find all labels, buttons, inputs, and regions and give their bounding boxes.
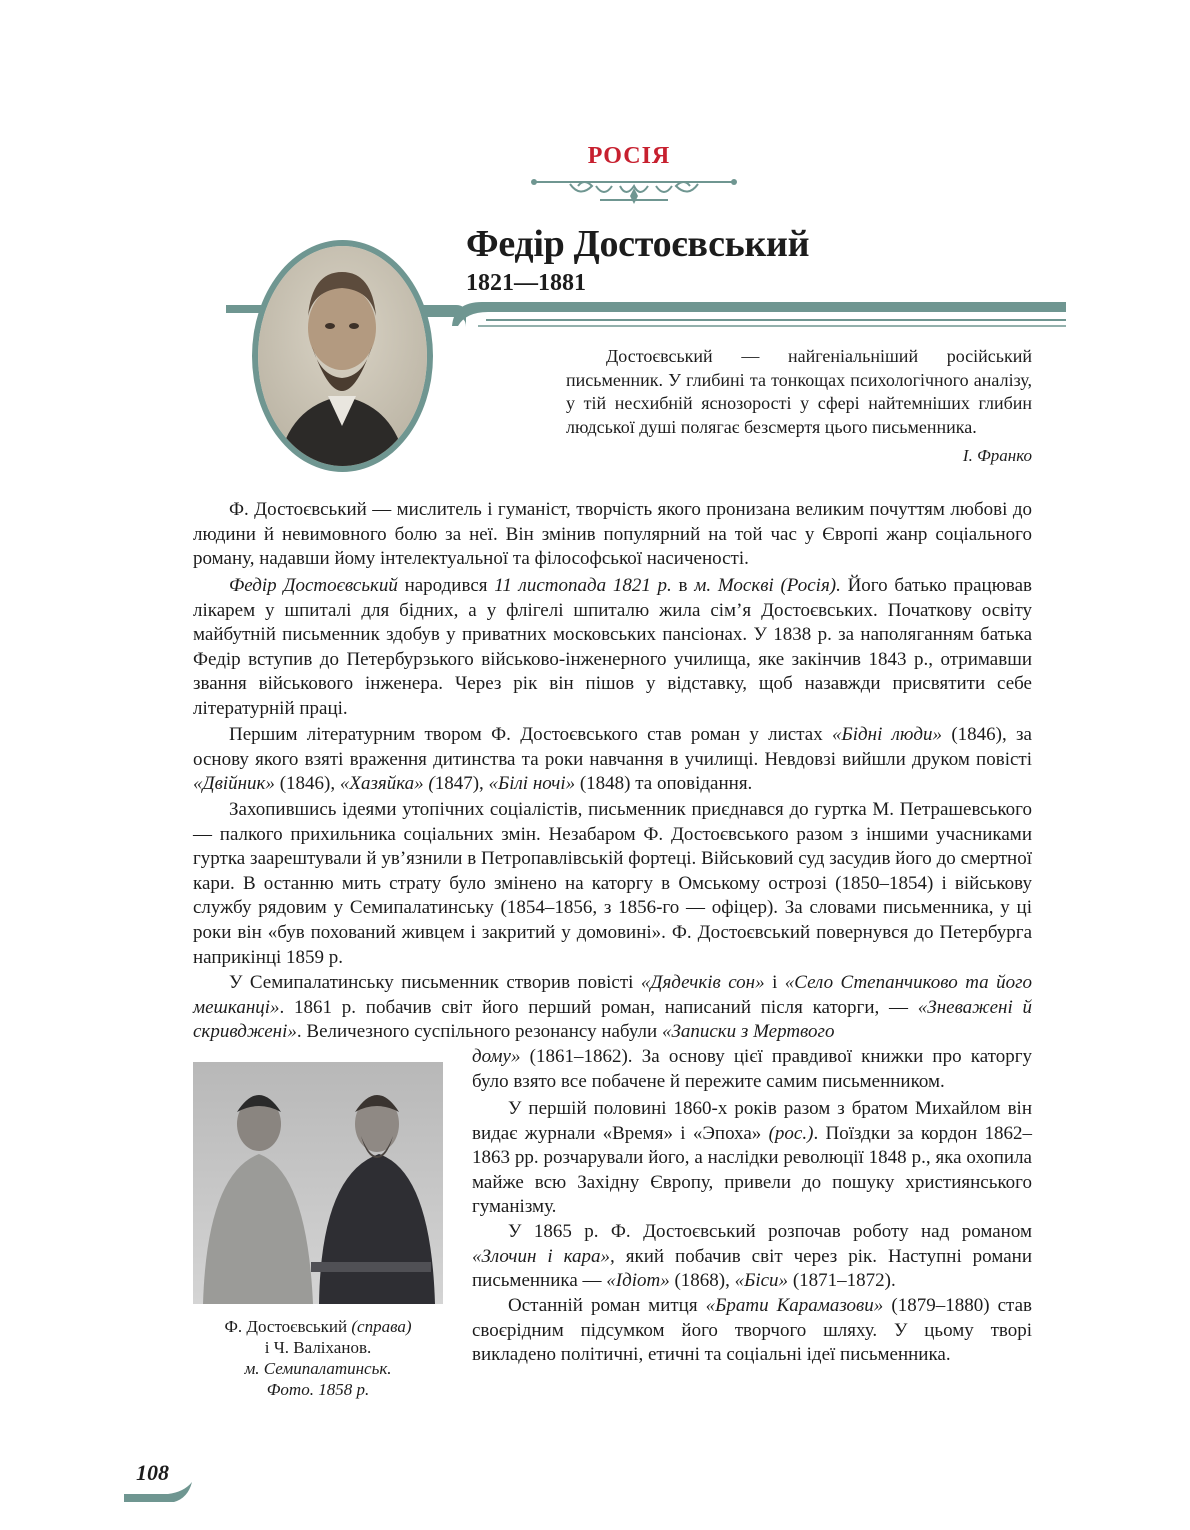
epigraph-author: І. Франко bbox=[962, 446, 1032, 465]
emphasis-date: 11 листопада 1821 р. bbox=[494, 575, 672, 596]
decorative-ornament bbox=[530, 174, 738, 208]
text-span: Останній роман митця bbox=[508, 1295, 706, 1316]
work-title: «Бідні люди» bbox=[832, 724, 942, 745]
work-title: «Білі ночі» bbox=[488, 773, 576, 795]
emphasis-language: (рос.) bbox=[768, 1122, 814, 1144]
text-span: який побачив світ через рік. Наступні романи письменника — bbox=[472, 1245, 1032, 1292]
work-title: «Село Степанчиково та його мешканці» bbox=[193, 972, 1033, 1018]
text-span: (1848) та оповідання. bbox=[575, 773, 753, 795]
emphasis-place: м. Москві (Росія). bbox=[694, 575, 841, 596]
work-title: «Дядечків сон» bbox=[640, 972, 765, 993]
text-span: 1847), bbox=[434, 773, 489, 795]
text-span: (1868), bbox=[669, 1270, 735, 1292]
text-span: Його батько працював лікарем у шпиталі для бідних, а у флігелі шпиталю жила сім’я Достоєвських. Початкову освіту майбутній письменник здобув у приватних московських пансіонах. У 1838 р. за наполяганням батька Федір вступив до Петербурзького військово-інженерного училища, яке закінчив 1843 р., отримавши звання військового інженера. Через рік він пішов у відставку, щоб назавжди присвятити себе літературній праці. bbox=[193, 575, 1033, 719]
text-span: У 1865 р. Ф. Достоєвський розпочав роботу над романом bbox=[508, 1221, 1032, 1242]
caption-line: м. Семипалатинськ. bbox=[244, 1359, 392, 1378]
section-title: РОСІЯ bbox=[587, 143, 671, 169]
body-paragraph-5 bbox=[193, 971, 1032, 1045]
body-paragraph-5-continued bbox=[472, 1045, 1032, 1094]
body-paragraph-7 bbox=[472, 1220, 1032, 1294]
body-paragraph-6 bbox=[472, 1097, 1032, 1220]
text-span: . 1861 р. побачив світ його перший роман, написаний після каторги, — bbox=[279, 996, 918, 1018]
text-span: (справа) bbox=[351, 1317, 412, 1336]
work-title: дому» bbox=[472, 1046, 521, 1067]
work-title: «Злочин і кара», bbox=[472, 1245, 615, 1267]
text-span: (1861–1862). За основу цієї правдивої книжки про каторгу було взято все побачене й пережите самим письменником. bbox=[472, 1046, 1032, 1092]
text-span: У Семипалатинську письменник створив повісті bbox=[229, 972, 641, 993]
text-span: Ф. Достоєвський bbox=[224, 1317, 352, 1336]
work-title: «Хазяйка» ( bbox=[339, 773, 435, 795]
author-portrait bbox=[252, 240, 433, 472]
text-span: У першій половині 1860-х років разом з братом Михайлом він видає журнали «Время» і «Эпоха» bbox=[472, 1098, 1032, 1144]
body-paragraph-3 bbox=[193, 723, 1032, 797]
text-span: в bbox=[671, 575, 695, 596]
work-title: «Зневажені й скривджені» bbox=[193, 996, 1032, 1043]
page-number-decoration bbox=[124, 1482, 194, 1508]
page-number: 108 bbox=[136, 1460, 169, 1485]
caption-line: і Ч. Валіханов. bbox=[264, 1338, 372, 1357]
text-span: (1871–1872). bbox=[788, 1270, 896, 1292]
work-title: «Брати Карамазови» bbox=[705, 1295, 884, 1316]
body-paragraph-4: Захопившись ідеями утопічних соціалістів, письменник приєднався до гуртка М. Петрашевського — палкого прихильника соціальних змін. Незабаром Ф. Достоєвського разом з іншими учасниками гуртка заарештували й ув’язнили в Петропавлівській фортеці. Військовий суд засудив його до смертної кари. В останню мить страту було змінено на каторгу в Омському острозі (1850–1854) і військову службу рядовим у Семипалатинську (1854–1856, з 1856-го — офіцер). За словами письменника, у ці роки він «був похований живцем і закритий у домовині». Ф. Достоєвський повернувся до Петербурга наприкінці 1859 р. bbox=[193, 799, 1032, 968]
emphasis-name: Федір Достоєвський bbox=[229, 575, 398, 596]
work-title: «Записки з Мертвого bbox=[661, 1021, 835, 1043]
author-name-heading: Федір Достоєвський bbox=[466, 223, 810, 265]
epigraph-quote: Достоєвський — найгеніальніший російський письменник. У глибині та тонкощах психологічного аналізу, у тій несхибній яснозорості у сфері найтемніших глибин людської душі полягає безсмертя цього письменника. bbox=[566, 346, 1032, 437]
author-years: 1821—1881 bbox=[466, 270, 586, 296]
historical-photo bbox=[193, 1062, 443, 1304]
text-span: (1846), за основу якого взяті враження дитинства та роки навчання в училищі. Невдовзі вийшли друком повісті bbox=[193, 724, 1032, 770]
text-span: (1846), bbox=[274, 773, 340, 795]
text-span: . Величезного суспільного резонансу набули bbox=[296, 1021, 662, 1043]
caption-line bbox=[193, 1316, 443, 1337]
body-paragraph-1: Ф. Достоєвський — мислитель і гуманіст, творчість якого пронизана великим почуттям любові до людини й невимовного болю за неї. Він змінив популярний на той час у Європі жанр соціального роману, надавши йому інтелектуальної та філософської насиченості. bbox=[193, 499, 1032, 570]
work-title: «Ідіот» bbox=[606, 1270, 670, 1292]
caption-line: Фото. 1858 р. bbox=[266, 1380, 370, 1399]
work-title: «Двійник» bbox=[193, 773, 275, 795]
photo-caption bbox=[193, 1316, 443, 1400]
text-span: і bbox=[764, 972, 785, 993]
text-span: Першим літературним твором Ф. Достоєвського став роман у листах bbox=[229, 724, 833, 745]
text-span: народився bbox=[397, 575, 495, 596]
text-span: . Поїздки за кордон 1862–1863 рр. розчарували його, а наслідки революції 1848 р., яка охопила майже всю Західну Європу, привели до пошуку християнського гуманізму. bbox=[472, 1122, 1032, 1218]
work-title: «Біси» bbox=[734, 1270, 789, 1292]
text-span: (1879–1880) став своєрідним підсумком його творчого шляху. У цьому творі викладено політичні, етичні та соціальні ідеї письменника. bbox=[472, 1295, 1032, 1366]
body-paragraph-2 bbox=[193, 574, 1032, 722]
body-paragraph-8 bbox=[472, 1294, 1032, 1368]
